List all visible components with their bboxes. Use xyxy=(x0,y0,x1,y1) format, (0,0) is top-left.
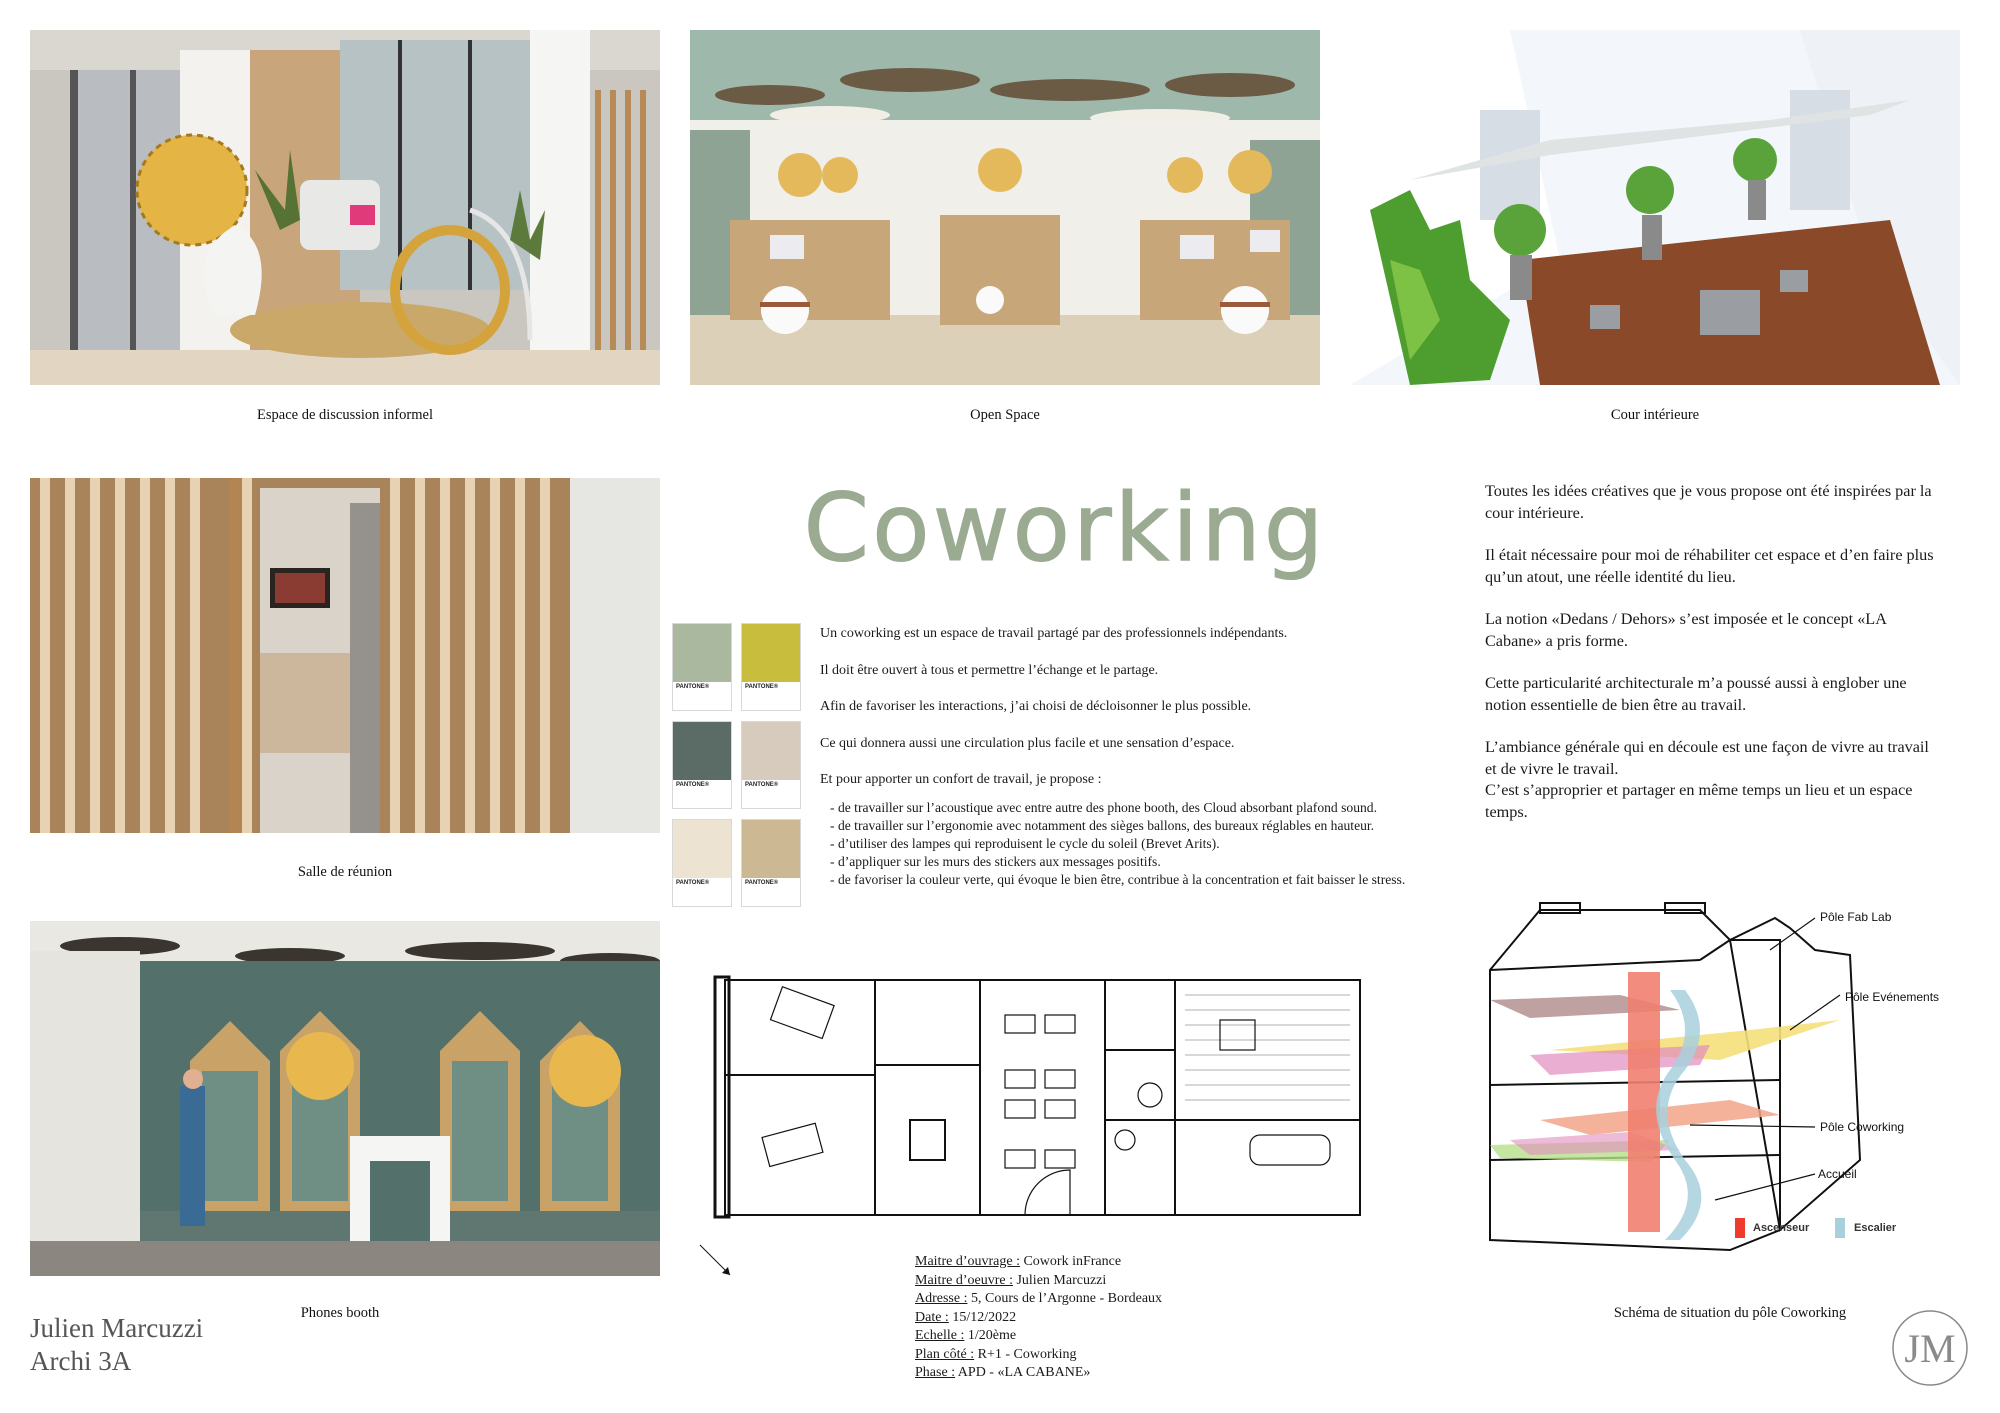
proposal-list xyxy=(820,799,1500,889)
concept-text xyxy=(1485,481,1935,844)
label-reception: Accueil xyxy=(1818,1167,1857,1181)
caption-open-space: Open Space xyxy=(970,407,1040,423)
date-label: Date : xyxy=(915,1309,949,1325)
open-space-render xyxy=(690,30,1320,385)
proposal-item: - de travailler sur l’acoustique avec entre autre des phone booth, des Cloud absorbant plafond sound. xyxy=(830,799,1500,817)
owner-value: Cowork inFrance xyxy=(1023,1254,1122,1269)
label-fab-lab: Pôle Fab Lab xyxy=(1820,910,1892,924)
proposal-item: - de favoriser la couleur verte, qui évoque le bien être, contribue à la concentration et fait baisser le stress. xyxy=(830,871,1500,889)
plan-value: R+1 - Coworking xyxy=(977,1346,1077,1362)
plan-label: Plan côté : xyxy=(915,1346,975,1362)
pantone-swatch-1: PANTONE® xyxy=(672,623,732,711)
jm-monogram-logo xyxy=(1890,1308,1970,1388)
floor-plan xyxy=(695,955,1390,1280)
proposal-item: - de travailler sur l’ergonomie avec notamment des sièges ballons, des bureaux réglables en hauteur. xyxy=(830,817,1500,835)
author-name: Julien Marcuzzi xyxy=(30,1313,204,1343)
caption-meeting-room: Salle de réunion xyxy=(297,864,393,880)
architect-value: Julien Marcuzzi xyxy=(1016,1272,1107,1288)
page-title-text: Coworking xyxy=(803,474,1327,583)
address-value: 5, Cours de l’Argonne - Bordeaux xyxy=(971,1291,1163,1306)
legend-stairs: Escalier xyxy=(1854,1222,1897,1234)
intro-p5: Et pour apporter un confort de travail, je propose : xyxy=(820,772,1102,787)
meeting-room-render xyxy=(30,478,660,833)
legend-elevator: Ascenseur xyxy=(1753,1222,1810,1234)
page-title xyxy=(765,470,1365,600)
caption-phone-booth: Phones booth xyxy=(300,1305,380,1321)
informal-space-render xyxy=(30,30,660,385)
legend-elevator-swatch xyxy=(1735,1218,1745,1238)
scale-value: 1/20ème xyxy=(967,1328,1017,1343)
pantone-swatch-2: PANTONE® xyxy=(741,623,801,711)
pantone-swatch-6: PANTONE® xyxy=(741,819,801,907)
phase-label: Phase : xyxy=(915,1365,956,1380)
date-value: 15/12/2022 xyxy=(952,1309,1017,1325)
concept-p4: Cette particularité architecturale m’a poussé aussi à englober une notion essentielle de bien être au travail. xyxy=(1485,674,1907,714)
project-info xyxy=(915,1253,1162,1383)
intro-text xyxy=(820,625,1500,889)
concept-p1: Toutes les idées créatives que je vous propose ont été inspirées par la cour intérieure. xyxy=(1485,482,1932,522)
proposal-item: - d’appliquer sur les murs des stickers aux messages positifs. xyxy=(830,853,1500,871)
courtyard-render xyxy=(1350,30,1960,385)
label-events: Pôle Evénements xyxy=(1845,990,1940,1004)
pantone-swatch-3: PANTONE® xyxy=(672,721,732,809)
pantone-swatch-5: PANTONE® xyxy=(672,819,732,907)
author-level: Archi 3A xyxy=(30,1346,132,1376)
concept-p2: Il était nécessaire pour moi de réhabiliter cet espace et d’en faire plus qu’un atout, une réelle identité du lieu. xyxy=(1485,546,1934,586)
architect-label: Maitre d’oeuvre : xyxy=(915,1272,1013,1288)
caption-informal-space: Espace de discussion informel xyxy=(257,407,433,423)
phase-value: APD - «LA CABANE» xyxy=(957,1365,1091,1380)
caption-courtyard: Cour intérieure xyxy=(1610,407,1700,423)
address-label: Adresse : xyxy=(915,1291,968,1306)
label-coworking: Pôle Coworking xyxy=(1820,1120,1905,1134)
concept-p3: La notion «Dedans / Dehors» s’est imposée et le concept «LA Cabane» a pris forme. xyxy=(1485,610,1886,650)
intro-p2: Il doit être ouvert à tous et permettre l’échange et le partage. xyxy=(820,662,1159,678)
scale-label: Echelle : xyxy=(915,1328,965,1343)
legend-stairs-swatch xyxy=(1835,1218,1845,1238)
intro-p1: Un coworking est un espace de travail partagé par des professionnels indépendants. xyxy=(820,626,1288,641)
proposal-item: - d’utiliser des lampes qui reproduisent le cycle du soleil (Brevet Arits). xyxy=(830,835,1500,853)
pantone-swatch-4: PANTONE® xyxy=(741,721,801,809)
svg-text:JM: JM xyxy=(1904,1326,1956,1371)
concept-p5b: C’est s’approprier et partager en même temps un lieu et un espace temps. xyxy=(1485,781,1913,821)
concept-p5a: L’ambiance générale qui en découle est une façon de vivre au travail et de vivre le travail. xyxy=(1485,738,1929,778)
intro-p3: Afin de favoriser les interactions, j’ai choisi de décloisonner le plus possible. xyxy=(820,699,1252,714)
owner-label: Maitre d’ouvrage : xyxy=(915,1254,1020,1269)
caption-schema: Schéma de situation du pôle Coworking xyxy=(1613,1305,1847,1321)
intro-p4: Ce qui donnera aussi une circulation plus facile et une sensation d’espace. xyxy=(820,735,1235,751)
author-block xyxy=(30,1312,203,1378)
phone-booth-render xyxy=(30,921,660,1276)
